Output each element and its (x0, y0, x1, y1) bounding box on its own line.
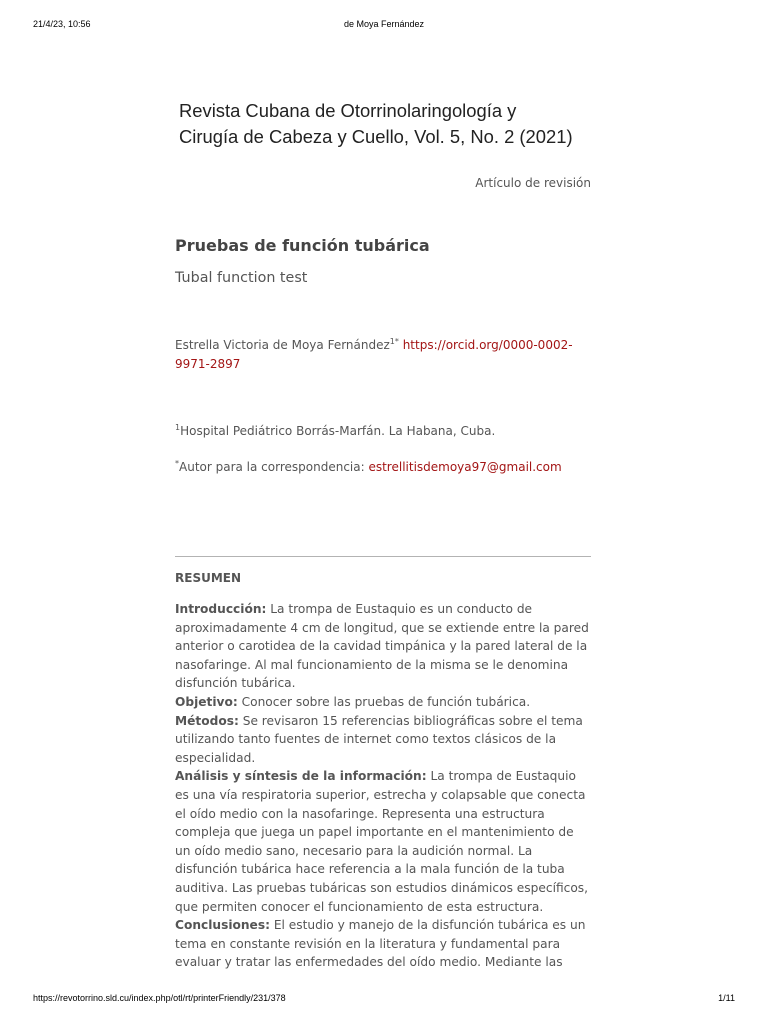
abstract-label: Objetivo: (175, 694, 238, 709)
affiliation (175, 424, 495, 438)
author-superscript: 1* (389, 337, 399, 346)
abstract-label: Introducción: (175, 602, 267, 616)
abstract-text: La trompa de Eustaquio es una vía respiratoria superior, estrecha y colapsable que conecta el oído medio con la nasofaringe. Representa una estructura compleja que juega un papel importante en el mantenimiento de un oído medio sano, necesario para la audición normal. La disfunción tubárica hace referencia a la mala función de la tuba auditiva. Las pruebas tubáricas son estudios dinámicos específicos, que permiten conocer el funcionamiento de esta estructura. (175, 769, 589, 914)
article-subtitle: Tubal function test (175, 270, 308, 286)
print-datetime: 21/4/23, 10:56 (33, 19, 91, 29)
abstract-text: La trompa de Eustaquio es un conducto de aproximadamente 4 cm de longitud, que se extiende entre la pared anterior o carotidea de la cavidad timpánica y la pared lateral de la nasofaringe. Al mal funcionamiento de la misma se le denomina disfunción tubárica. (175, 602, 589, 691)
affiliation-text: Hospital Pediátrico Borrás-Marfán. La Habana, Cuba. (180, 424, 496, 438)
abstract-objetivo (175, 693, 591, 712)
abstract-text: El estudio y manejo de la disfunción tubárica es un tema en constante revisión en la literatura y fundamental para evaluar y tratar las enfermedades del oído medio. Mediante las (175, 918, 586, 970)
journal-title-line-1: Revista Cubana de Otorrinolaringología y (179, 100, 517, 121)
correspondence-superscript: * (175, 459, 179, 468)
correspondence-email-link[interactable]: estrellitisdemoya97@gmail.com (368, 460, 562, 474)
abstract-heading: RESUMEN (175, 571, 242, 585)
abstract-metodos (175, 712, 591, 768)
journal-title (179, 98, 599, 150)
abstract-label: Métodos: (175, 713, 239, 728)
abstract-analisis (175, 767, 591, 916)
print-url: https://revotorrino.sld.cu/index.php/otl/rt/printerFriendly/231/378 (33, 993, 286, 1003)
abstract-label: Análisis y síntesis de la información: (175, 769, 427, 784)
abstract-text: Conocer sobre las pruebas de función tubárica. (237, 694, 531, 709)
correspondence (175, 460, 562, 474)
journal-title-line-2: Cirugía de Cabeza y Cuello, Vol. 5, No. 2 (2021) (179, 126, 573, 147)
abstract-conclusiones (175, 916, 591, 972)
orcid-link[interactable]: https://orcid.org/0000-0002-9971-2897 (175, 338, 573, 371)
article-type: Artículo de revisión (475, 176, 591, 190)
abstract-label: Conclusiones: (175, 918, 270, 933)
author-line (175, 336, 591, 374)
section-divider (175, 556, 591, 557)
author-name: Estrella Victoria de Moya Fernández (175, 338, 390, 352)
affiliation-superscript: 1 (175, 423, 181, 432)
correspondence-label: Autor para la correspondencia: (179, 460, 369, 474)
article-title: Pruebas de función tubárica (175, 236, 430, 255)
print-title: de Moya Fernández (343, 19, 425, 29)
print-page-number: 1/11 (718, 993, 735, 1003)
abstract-text: Se revisaron 15 referencias bibliográficas sobre el tema utilizando tanto fuentes de internet como textos clásicos de la especialidad. (175, 713, 583, 765)
abstract-body (175, 600, 591, 972)
abstract-introduccion (175, 600, 591, 693)
